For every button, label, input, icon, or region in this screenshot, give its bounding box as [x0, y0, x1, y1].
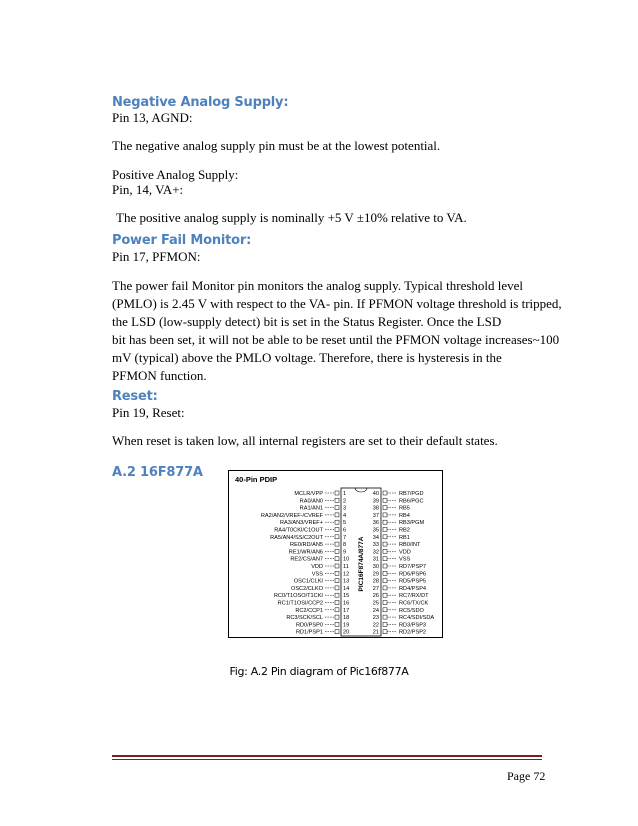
right-pin-number: 37 [372, 512, 379, 519]
right-pin-pad [383, 622, 387, 626]
right-pin-number: 28 [372, 578, 379, 585]
pfm-line: the LSD (low-supply detect) bit is set in the Status Register. Once the LSD [112, 314, 502, 329]
right-pin-number: 35 [372, 527, 379, 534]
left-pin-number: 1 [343, 491, 347, 497]
right-pin-number: 32 [372, 549, 379, 556]
left-pin-name: RD1/PSP1 [295, 629, 323, 636]
heading-power-fail-monitor: Power Fail Monitor: [112, 233, 252, 248]
left-pin-pad [335, 498, 339, 502]
left-pin-name: VDD [311, 564, 323, 570]
desc-positive: The positive analog supply is nominally +5 V ±10% relative to VA. [116, 210, 467, 225]
right-pin-pad [383, 593, 387, 597]
left-pin-pad [335, 622, 339, 626]
pfm-line: The power fail Monitor pin monitors the analog supply. Typical threshold level [112, 278, 524, 293]
right-pin-name: RD5/PSP5 [399, 578, 427, 585]
right-pin-name: RC7/RX/DT [399, 593, 429, 600]
right-pin-pad [383, 608, 387, 612]
right-pin-pad [383, 615, 387, 619]
left-pin-pad [335, 593, 339, 597]
right-pin-number: 26 [372, 593, 379, 600]
right-pin-name: RB1 [399, 534, 410, 541]
left-pin-number: 8 [343, 542, 347, 549]
left-pin-number: 2 [343, 498, 347, 505]
pin-reset: Pin 19, Reset: [112, 405, 185, 420]
right-pin-name: RB2 [399, 527, 410, 534]
right-pin-name: RD3/PSP3 [399, 622, 427, 629]
left-pin-number: 6 [343, 527, 347, 534]
left-pin-pad [335, 557, 339, 561]
right-pin-number: 40 [372, 491, 379, 497]
right-pin-pad [383, 506, 387, 510]
right-pin-number: 27 [372, 585, 379, 592]
left-pin-pad [335, 571, 339, 575]
pin-negative: Pin 13, AGND: [112, 110, 193, 125]
pfm-line: bit has been set, it will not be able to be reset until the PFMON voltage increases~100 [112, 332, 560, 347]
left-pin-name: RE1/WR/AN6 [288, 549, 323, 556]
footer-rule [112, 755, 542, 757]
right-pin-number: 23 [372, 615, 379, 622]
heading-a2: A.2 16F877A [112, 465, 203, 480]
left-pin-name: RC1/T1OSI/CCP2 [277, 600, 323, 607]
pfm-line: mV (typical) above the PMLO voltage. Therefore, there is hysteresis in the [112, 350, 502, 365]
desc-negative: The negative analog supply pin must be at the lowest potential. [112, 138, 441, 153]
right-pin-name: VSS [399, 556, 411, 563]
left-pin-name: VSS [311, 571, 323, 578]
left-pin-name: RA0/AN0 [299, 498, 323, 505]
right-pin-number: 31 [372, 556, 379, 563]
left-pin-name: OSC2/CLKO [290, 585, 323, 592]
left-pin-number: 9 [343, 549, 347, 556]
right-pin-name: RB0/INT [399, 542, 421, 549]
pin-positive: Pin, 14, VA+: [112, 182, 184, 197]
right-pin-name: RB5 [399, 505, 410, 512]
left-pin-name: RA2/AN2/VREF-/CVREF [260, 512, 323, 519]
page-number: Page 72 [507, 769, 546, 783]
heading-reset: Reset: [112, 389, 158, 404]
left-pin-number: 15 [343, 593, 350, 600]
left-pin-pad [335, 506, 339, 510]
right-pin-name: VDD [399, 549, 411, 556]
right-pin-number: 38 [372, 505, 379, 512]
right-pin-pad [383, 557, 387, 561]
left-pin-pad [335, 542, 339, 546]
heading-positive-analog-supply: Positive Analog Supply: [112, 167, 239, 182]
right-pin-pad [383, 564, 387, 568]
desc-reset: When reset is taken low, all internal registers are set to their default states. [112, 433, 498, 448]
left-pin-number: 3 [343, 505, 347, 512]
left-pin-pad [335, 528, 339, 532]
left-pin-name: RA3/AN3/VREF+ [279, 520, 323, 527]
left-pin-pad [335, 601, 339, 605]
pfm-line: PFMON function. [112, 368, 207, 383]
left-pin-number: 12 [343, 571, 350, 578]
right-pin-number: 33 [372, 542, 379, 549]
left-pin-pad [335, 520, 339, 524]
left-pin-number: 19 [343, 622, 350, 629]
chip-label: PIC16F874A/877A [358, 536, 365, 592]
right-pin-number: 21 [372, 629, 379, 636]
left-pin-number: 10 [343, 556, 350, 563]
left-pin-number: 18 [343, 615, 350, 622]
right-pin-pad [383, 520, 387, 524]
right-pin-pad [383, 528, 387, 532]
left-pin-name: OSC1/CLKI [293, 578, 323, 585]
pin-diagram [229, 471, 442, 637]
left-pin-name: RC0/T1OSO/T1CKI [273, 593, 323, 600]
right-pin-number: 39 [372, 498, 379, 505]
left-pin-number: 11 [343, 564, 349, 570]
right-pin-name: RB7/PGD [399, 491, 424, 497]
left-pin-name: RA4/T0CKI/C1OUT [274, 527, 323, 534]
footer-rule-thin [112, 759, 542, 760]
left-pin-number: 14 [343, 585, 350, 592]
left-pin-number: 4 [343, 512, 347, 519]
left-pin-name: RD0/PSP0 [295, 622, 323, 629]
left-pin-number: 7 [343, 534, 347, 541]
left-pin-pad [335, 630, 339, 634]
left-pin-pad [335, 513, 339, 517]
right-pin-name: RD6/PSP6 [399, 571, 427, 578]
left-pin-number: 13 [343, 578, 350, 585]
right-pin-pad [383, 513, 387, 517]
left-pin-pad [335, 564, 339, 568]
left-pin-name: RA1/AN1 [299, 505, 323, 512]
package-label: 40-Pin PDIP [235, 475, 278, 484]
left-pin-pad [335, 579, 339, 583]
left-pin-name: RC2/CCP1 [295, 607, 323, 614]
right-pin-pad [383, 571, 387, 575]
left-pin-name: RC3/SCK/SCL [286, 615, 323, 622]
right-pin-pad [383, 630, 387, 634]
right-pin-name: RC5/SDO [399, 607, 424, 614]
right-pin-name: RC4/SDI/SDA [399, 615, 435, 622]
left-pin-pad [335, 586, 339, 590]
pfm-line: (PMLO) is 2.45 V with respect to the VA- pin. If PFMON voltage threshold is tripped, [112, 296, 562, 311]
left-pin-pad [335, 491, 339, 495]
right-pin-number: 25 [372, 600, 379, 607]
left-pin-pad [335, 549, 339, 553]
left-pin-pad [335, 608, 339, 612]
right-pin-pad [383, 535, 387, 539]
right-pin-number: 22 [372, 622, 379, 629]
right-pin-pad [383, 579, 387, 583]
right-pin-name: RB4 [399, 512, 410, 519]
right-pin-number: 34 [372, 534, 379, 541]
right-pin-name: RB6/PGC [399, 498, 424, 505]
right-pin-pad [383, 491, 387, 495]
right-pin-name: RB3/PGM [399, 520, 425, 527]
pin-diagram-figure [228, 470, 443, 638]
right-pin-pad [383, 542, 387, 546]
left-pin-name: RE0/RD/AN5 [290, 542, 323, 549]
left-pin-number: 17 [343, 607, 350, 614]
right-pin-pad [383, 586, 387, 590]
right-pin-pad [383, 601, 387, 605]
right-pin-name: RD2/PSP2 [399, 629, 427, 636]
right-pin-name: RC6/TX/CK [399, 600, 429, 607]
left-pin-name: MCLR/VPP [294, 491, 323, 497]
right-pin-pad [383, 549, 387, 553]
right-pin-number: 30 [372, 564, 379, 570]
chip-body [261, 488, 435, 636]
left-pin-pad [335, 535, 339, 539]
right-pin-number: 29 [372, 571, 379, 578]
left-pin-name: RA5/AN4/SS/C2OUT [270, 534, 323, 541]
right-pin-name: RD4/PSP4 [399, 585, 427, 592]
right-pin-name: RD7/PSP7 [399, 564, 427, 570]
left-pin-number: 5 [343, 520, 347, 527]
right-pin-pad [383, 498, 387, 502]
left-pin-number: 20 [343, 629, 350, 636]
left-pin-number: 16 [343, 600, 350, 607]
figure-caption: Fig: A.2 Pin diagram of Pic16f877A [229, 665, 409, 678]
left-pin-pad [335, 615, 339, 619]
left-pin-name: RE2/CS/AN7 [290, 556, 323, 563]
heading-negative-analog-supply: Negative Analog Supply: [112, 95, 289, 110]
right-pin-number: 24 [372, 607, 379, 614]
pin-pfmon: Pin 17, PFMON: [112, 249, 201, 264]
right-pin-number: 36 [372, 520, 379, 527]
